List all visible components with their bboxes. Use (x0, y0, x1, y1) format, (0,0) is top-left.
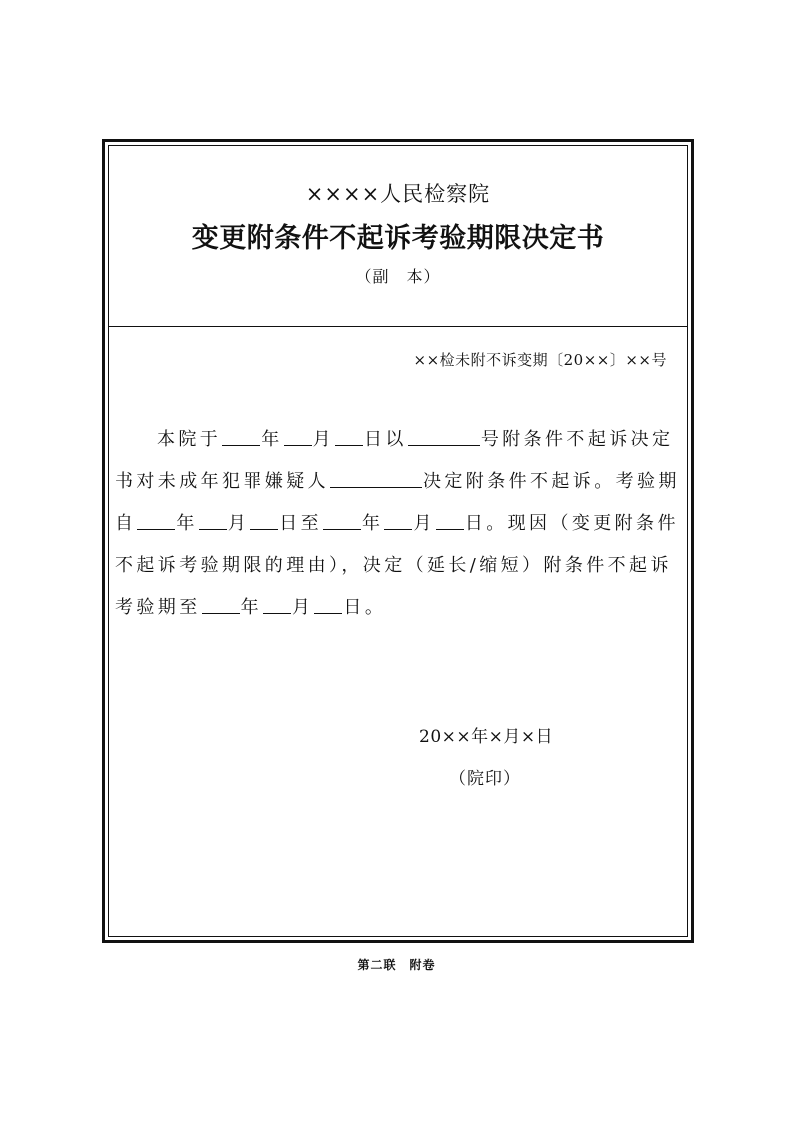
blank-start-month (199, 511, 227, 530)
body-text-segment: 日至 (279, 513, 323, 534)
body-line-1 (115, 419, 673, 461)
body-text-segment: 本院于 (157, 429, 222, 450)
blank-start-year (137, 511, 175, 530)
body-text-segment: 年 (362, 513, 384, 534)
body-text-segment: 月 (292, 597, 314, 618)
seal-placeholder: （院印） (449, 769, 521, 789)
blank-new-month (263, 595, 291, 614)
blank-end-year (323, 511, 361, 530)
body-text-segment: 决定附条件不起诉。考验期 (423, 471, 680, 492)
body-text-segment: 书对未成年犯罪嫌疑人 (115, 471, 329, 492)
body-text-segment: 月 (413, 513, 435, 534)
body-text-segment: 日。 (343, 597, 387, 618)
blank-original-day (335, 427, 363, 446)
decision-date: 20××年×月×日 (419, 727, 554, 747)
body-text-segment: 号附条件不起诉决定 (480, 429, 674, 450)
body-text-segment: 日以 (364, 429, 407, 450)
blank-decision-number (408, 427, 480, 446)
body-text-segment: 年 (176, 513, 198, 534)
body-line-2 (115, 461, 680, 503)
body-line-4: 不起诉考验期限的理由），决定（延长/缩短）附条件不起诉 (115, 555, 672, 576)
blank-end-day (436, 511, 464, 530)
blank-suspect-name (330, 469, 422, 488)
body-text-segment: 日。现因（变更附条件 (464, 513, 679, 534)
body-line-5 (115, 587, 673, 629)
blank-original-month (284, 427, 312, 446)
document-number: ××检未附不诉变期〔20××〕××号 (413, 351, 667, 369)
document-inner-frame (108, 145, 688, 937)
body-text-segment: 自 (115, 513, 137, 534)
body-text-segment: 月 (312, 429, 335, 450)
body-text-segment: 月 (227, 513, 250, 534)
body-line-3 (115, 503, 679, 545)
document-title: 变更附条件不起诉考验期限决定书 (191, 223, 605, 254)
document-frame (102, 139, 694, 943)
blank-start-day (250, 511, 278, 530)
body-text-segment: 年 (240, 597, 263, 618)
header-divider (109, 326, 687, 327)
copy-label: （副 本） (355, 267, 441, 286)
body-text-segment: 年 (261, 429, 283, 450)
blank-original-year (222, 427, 260, 446)
blank-new-year (202, 595, 240, 614)
copy-footer: 第二联 附卷 (357, 958, 436, 972)
decision-body (115, 419, 680, 629)
blank-end-month (384, 511, 412, 530)
organization-name: ××××人民检察院 (305, 182, 491, 206)
body-text-segment: 考验期至 (115, 597, 201, 618)
blank-new-day (314, 595, 342, 614)
